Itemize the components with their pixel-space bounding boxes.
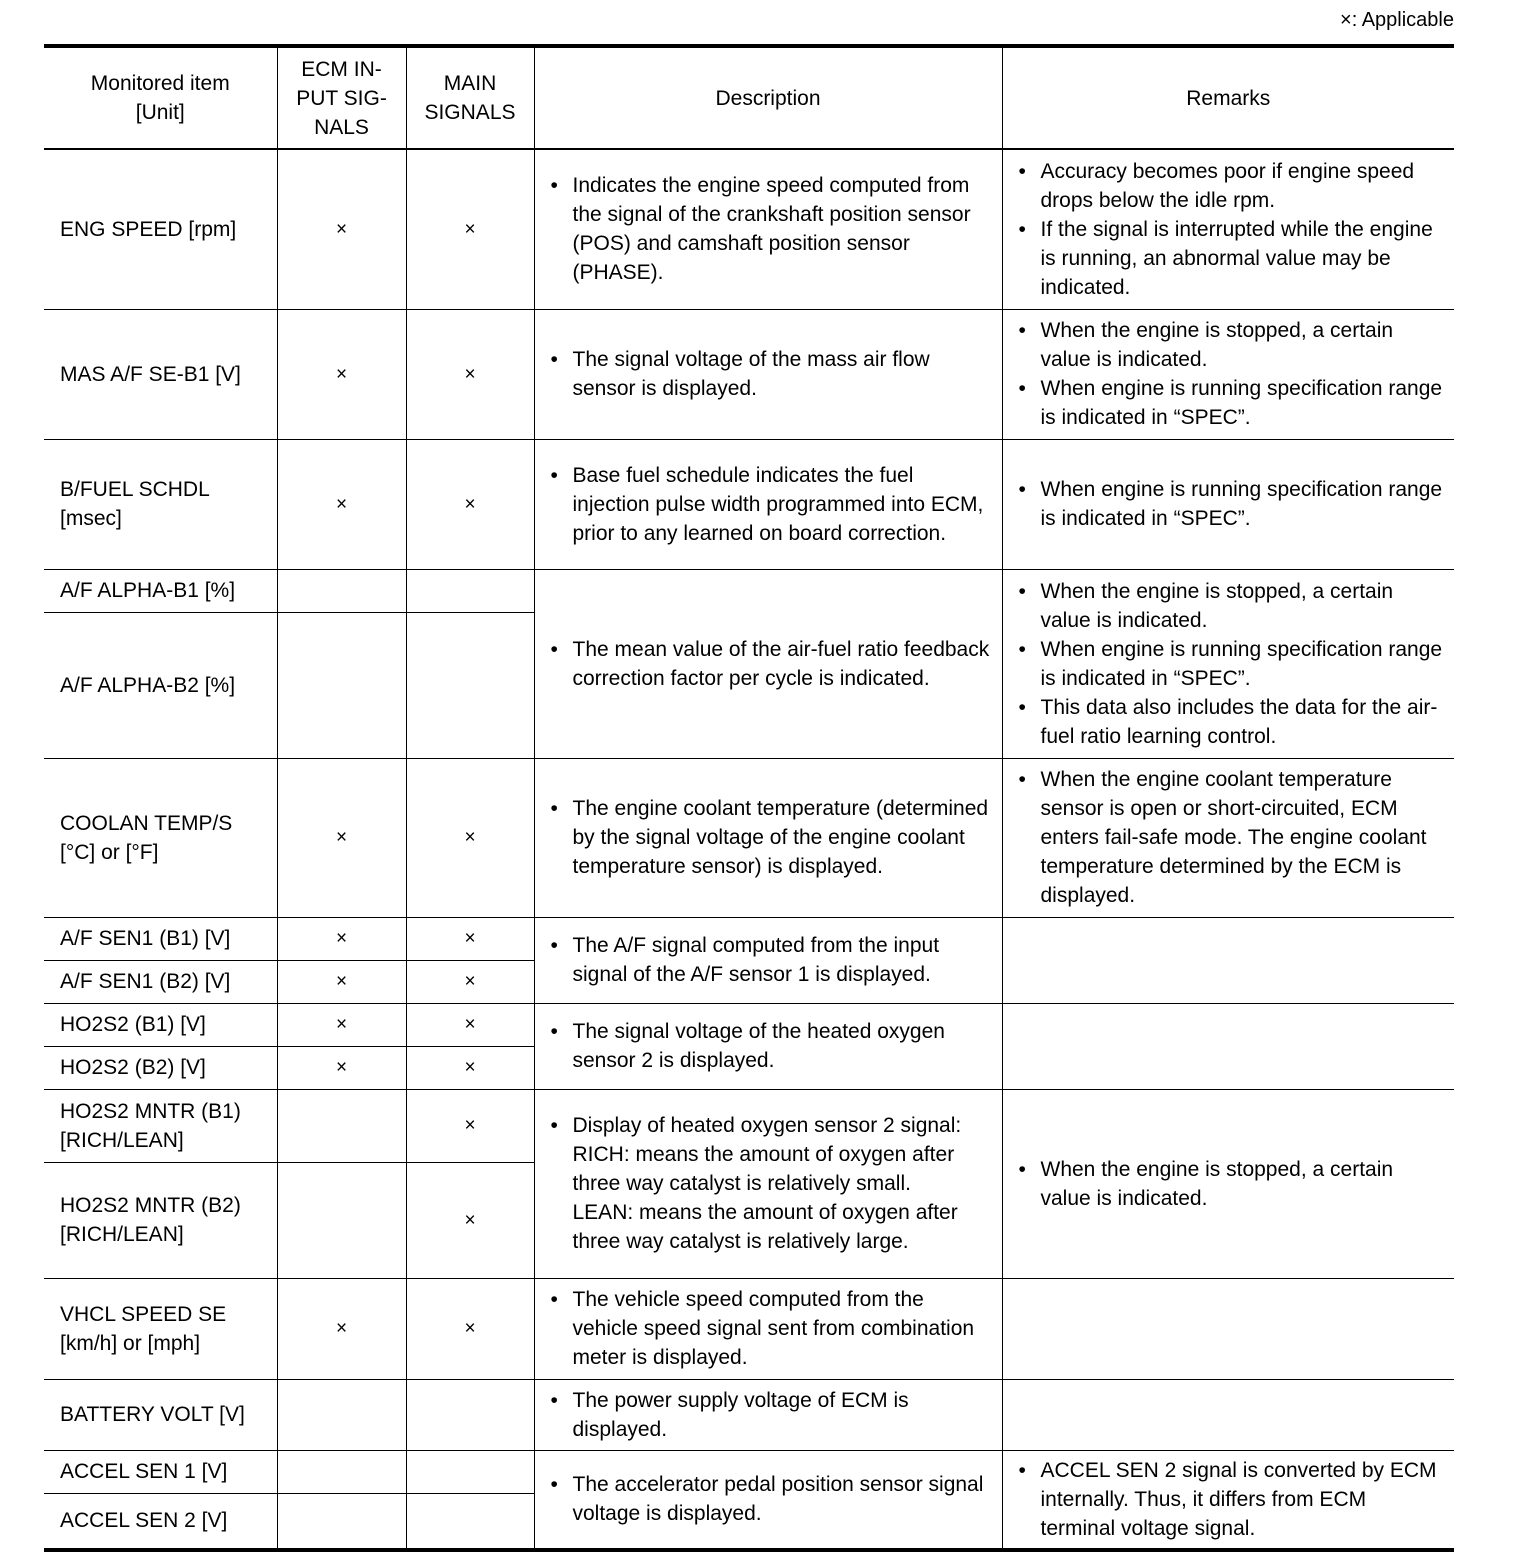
applicable-legend: ×: Applicable [1340, 9, 1454, 31]
header-monitored-item: Monitored item [Unit] [44, 46, 277, 149]
description-bullet: • The accelerator pedal position sensor signal voltage is displayed. [573, 1470, 992, 1528]
ecm-input-mark: × [277, 439, 406, 569]
main-signal-mark: × [406, 960, 534, 1003]
remarks-cell [1002, 1278, 1454, 1379]
monitored-item-cell: A/F ALPHA-B1 [%] [44, 569, 277, 612]
remark-bullet: • When engine is running specification range is indicated in “SPEC”. [1041, 475, 1445, 533]
remark-bullet: • When the engine is stopped, a certain value is indicated. [1041, 316, 1445, 374]
table-row [44, 439, 1454, 569]
ecm-input-mark: × [277, 758, 406, 917]
remarks-cell [1002, 1089, 1454, 1278]
main-signal-mark: × [406, 149, 534, 309]
table-row [44, 917, 1454, 960]
remarks-cell [1002, 758, 1454, 917]
remark-bullet: • ACCEL SEN 2 signal is converted by ECM internally. Thus, it differs from ECM terminal voltage signal. [1041, 1456, 1445, 1543]
main-signal-mark: × [406, 1278, 534, 1379]
ecm-input-mark [277, 1379, 406, 1450]
description-cell [534, 439, 1002, 569]
remarks-cell [1002, 309, 1454, 439]
description-cell [534, 569, 1002, 758]
ecm-input-mark: × [277, 149, 406, 309]
ecm-input-mark: × [277, 1046, 406, 1089]
table-body [44, 149, 1454, 1550]
main-signal-mark [406, 569, 534, 612]
ecm-input-mark: × [277, 960, 406, 1003]
remarks-cell [1002, 917, 1454, 1003]
ecm-input-mark [277, 1450, 406, 1493]
description-line: LEAN: means the amount of oxygen after three way catalyst is relatively large. [572, 1201, 958, 1253]
table-row [44, 1003, 1454, 1046]
ecm-input-mark [277, 1162, 406, 1278]
table-row [44, 1450, 1454, 1493]
remark-bullet: • This data also includes the data for the air-fuel ratio learning control. [1041, 693, 1445, 751]
header-description: Description [534, 46, 1002, 149]
table-row [44, 758, 1454, 917]
header-ecm-input-signals: ECM IN- PUT SIG- NALS [277, 46, 406, 149]
monitored-item-cell: COOLAN TEMP/S [°C] or [°F] [44, 758, 277, 917]
table-row [44, 569, 1454, 612]
remarks-cell [1002, 1003, 1454, 1089]
ecm-input-mark: × [277, 1278, 406, 1379]
description-bullet: • The signal voltage of the mass air flow sensor is displayed. [573, 345, 992, 403]
main-signal-mark [406, 1493, 534, 1550]
remark-bullet: • Accuracy becomes poor if engine speed drops below the idle rpm. [1041, 157, 1445, 215]
description-cell [534, 758, 1002, 917]
ecm-input-mark [277, 569, 406, 612]
description-cell [534, 309, 1002, 439]
remark-bullet: • When engine is running specification range is indicated in “SPEC”. [1041, 374, 1445, 432]
main-signal-mark: × [406, 1003, 534, 1046]
description-bullet: • Display of heated oxygen sensor 2 signal: RICH: means the amount of oxygen after three way catalyst is relatively small. LEAN: means the amount of oxygen after three way catalyst is relatively large. [573, 1111, 992, 1256]
main-signal-mark: × [406, 1162, 534, 1278]
description-cell [534, 1003, 1002, 1089]
main-signal-mark [406, 612, 534, 758]
monitored-item-cell: ACCEL SEN 1 [V] [44, 1450, 277, 1493]
remark-bullet: • When the engine is stopped, a certain value is indicated. [1041, 1155, 1445, 1213]
description-cell [534, 1450, 1002, 1550]
table-row [44, 1278, 1454, 1379]
monitored-item-cell: A/F ALPHA-B2 [%] [44, 612, 277, 758]
remarks-cell [1002, 569, 1454, 758]
remark-bullet: • When engine is running specification range is indicated in “SPEC”. [1041, 635, 1445, 693]
monitored-item-cell: HO2S2 MNTR (B1) [RICH/LEAN] [44, 1089, 277, 1162]
description-cell [534, 1278, 1002, 1379]
main-signal-mark: × [406, 1046, 534, 1089]
description-bullet: • The mean value of the air-fuel ratio feedback correction factor per cycle is indicated. [573, 635, 992, 693]
description-cell [534, 149, 1002, 309]
description-bullet: • The vehicle speed computed from the vehicle speed signal sent from combination meter is displayed. [573, 1285, 992, 1372]
description-bullet: • The A/F signal computed from the input signal of the A/F sensor 1 is displayed. [573, 931, 992, 989]
ecm-input-mark [277, 1493, 406, 1550]
table-row [44, 1089, 1454, 1162]
monitored-item-cell: A/F SEN1 (B2) [V] [44, 960, 277, 1003]
main-signal-mark: × [406, 309, 534, 439]
ecm-input-mark: × [277, 917, 406, 960]
header-main-signals: MAIN SIGNALS [406, 46, 534, 149]
monitored-item-cell: VHCL SPEED SE [km/h] or [mph] [44, 1278, 277, 1379]
description-cell [534, 1379, 1002, 1450]
header-row [44, 46, 1454, 149]
remarks-cell [1002, 1379, 1454, 1450]
ecm-input-mark [277, 612, 406, 758]
description-bullet: • The signal voltage of the heated oxygen sensor 2 is displayed. [573, 1017, 992, 1075]
remark-bullet: • When the engine coolant temperature sensor is open or short-circuited, ECM enters fail-safe mode. The engine coolant temperature determined by the ECM is displayed. [1041, 765, 1445, 910]
ecm-input-mark [277, 1089, 406, 1162]
description-bullet: • The power supply voltage of ECM is displayed. [573, 1386, 992, 1444]
description-bullet: • The engine coolant temperature (determined by the signal voltage of the engine coolant temperature sensor) is displayed. [573, 794, 992, 881]
monitored-item-cell: HO2S2 (B2) [V] [44, 1046, 277, 1089]
main-signal-mark: × [406, 439, 534, 569]
monitored-item-cell: ACCEL SEN 2 [V] [44, 1493, 277, 1550]
main-signal-mark: × [406, 917, 534, 960]
remarks-cell [1002, 439, 1454, 569]
remark-bullet: • If the signal is interrupted while the engine is running, an abnormal value may be indicated. [1041, 215, 1445, 302]
monitored-item-cell: MAS A/F SE-B1 [V] [44, 309, 277, 439]
remarks-cell [1002, 149, 1454, 309]
remark-bullet: • When the engine is stopped, a certain value is indicated. [1041, 577, 1445, 635]
monitored-item-cell: ENG SPEED [rpm] [44, 149, 277, 309]
ecm-input-mark: × [277, 1003, 406, 1046]
description-bullet: • Indicates the engine speed computed from the signal of the crankshaft position sensor (POS) and camshaft position sensor (PHASE). [573, 171, 992, 287]
description-line: RICH: means the amount of oxygen after three way catalyst is relatively small. [572, 1143, 955, 1195]
description-cell [534, 917, 1002, 1003]
main-signal-mark: × [406, 758, 534, 917]
ecm-input-mark: × [277, 309, 406, 439]
monitored-item-cell: HO2S2 MNTR (B2) [RICH/LEAN] [44, 1162, 277, 1278]
monitored-item-cell: B/FUEL SCHDL [msec] [44, 439, 277, 569]
main-signal-mark: × [406, 1089, 534, 1162]
main-signal-mark [406, 1379, 534, 1450]
monitored-item-cell: A/F SEN1 (B1) [V] [44, 917, 277, 960]
description-bullet: • Base fuel schedule indicates the fuel injection pulse width programmed into ECM, prior to any learned on board correction. [573, 461, 992, 548]
remarks-cell [1002, 1450, 1454, 1550]
description-cell [534, 1089, 1002, 1278]
table-row [44, 1379, 1454, 1450]
table-row [44, 309, 1454, 439]
monitored-item-cell: BATTERY VOLT [V] [44, 1379, 277, 1450]
monitored-items-table [44, 44, 1454, 1552]
monitored-item-cell: HO2S2 (B1) [V] [44, 1003, 277, 1046]
header-remarks: Remarks [1002, 46, 1454, 149]
main-signal-mark [406, 1450, 534, 1493]
table-row [44, 149, 1454, 309]
